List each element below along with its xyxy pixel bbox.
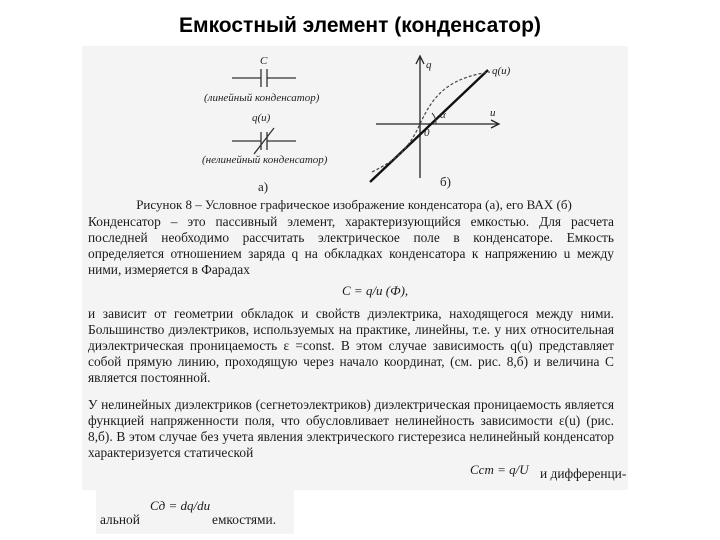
figure-caption: Рисунок 8 – Условное графическое изображение конденсатора (а), его ВАХ (б) — [136, 197, 572, 212]
nonlinear-cap-caption: (нелинейный конденсатор) — [202, 154, 328, 166]
paragraph-differential-word: альной — [100, 512, 140, 527]
cap-label-c: C — [260, 55, 268, 67]
differential-capacitance-formula: Cд = dq/du — [150, 498, 211, 513]
panel-b-label: б) — [440, 174, 451, 189]
nonlinear-cap-label: q(u) — [252, 112, 271, 124]
paragraph-capacitances-end: емкостями. — [212, 512, 277, 527]
axis-u-label: u — [490, 107, 496, 119]
capacitance-formula: C = q/u (Ф), — [342, 283, 409, 298]
nonlinear-capacitor-symbol — [232, 128, 296, 154]
slide-title: Емкостный элемент (конденсатор) — [179, 14, 541, 37]
paragraph-capacitor-definition: Конденсатор – это пассивный элемент, характеризующийся емкостью. Для расчета последней необходимо рассчитать электрическое поле в конденсаторе. Емкость определяется отношением заряда q на обкладках конденсатора к напряжению u между ними, измеряется в Фарадах — [88, 214, 614, 277]
paragraph-differential-start: и дифференци- — [540, 466, 627, 481]
origin-label: 0 — [424, 127, 430, 139]
linear-qu-line — [370, 70, 488, 182]
angle-alpha-label: α — [440, 109, 446, 121]
nonlinear-qu-curve — [372, 72, 490, 172]
static-capacitance-formula: Cст = q/U — [470, 462, 529, 477]
panel-a-label: а) — [258, 179, 269, 194]
axis-q-label: q — [426, 59, 432, 71]
linear-capacitor-symbol — [232, 69, 296, 87]
paragraph-nonlinear-dielectric: У нелинейных диэлектриков (сегнетоэлектриков) диэлектрическая проницаемость является функцией напряженности поля, что обусловливает нелинейность зависимости ε(u) (рис. 8,б). В этом случае без учета явления электрического гистерезиса нелинейный конденсатор характеризуется статической — [88, 397, 614, 460]
paragraph-linear-dielectric: и зависит от геометрии обкладок и свойств диэлектрика, находящегося между ними. Большинство диэлектриков, используемых на практике, линейны, т.е. у них относительная диэлектрическая проницаемость ε =const. В этом случае зависимость q(u) представляет собой прямую линию, проходящую через начало координат, (см. рис. 8,б) и величина C является постоянной. — [88, 306, 614, 385]
linear-cap-caption: (линейный конденсатор) — [204, 92, 320, 104]
curve-label: q(u) — [492, 65, 511, 77]
